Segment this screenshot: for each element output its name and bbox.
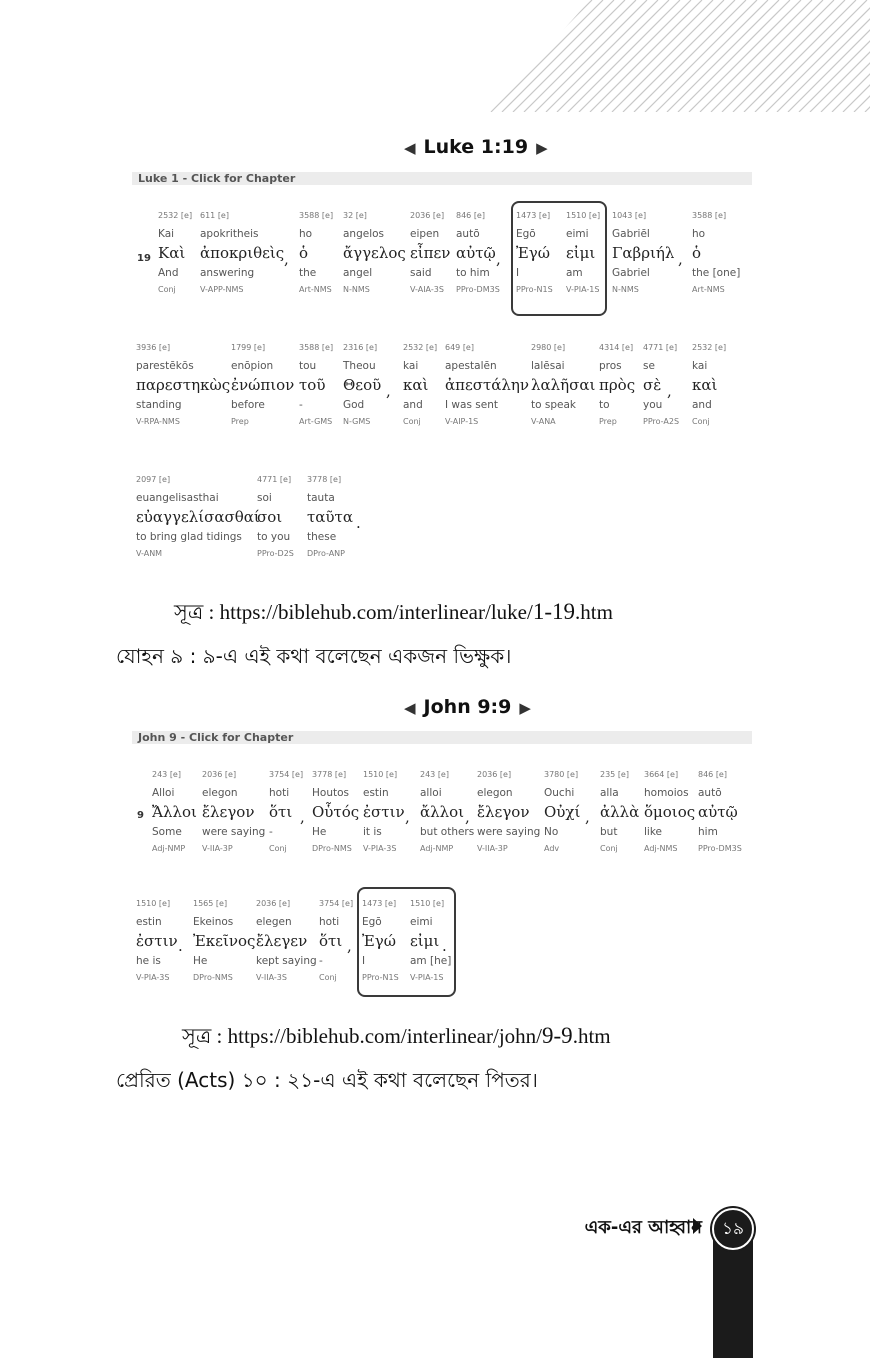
transliteration: autō: [698, 787, 722, 799]
greek-word: Ἐγώ: [362, 932, 396, 950]
comma-mark: ,: [300, 808, 305, 826]
luke-word: [445, 342, 529, 428]
john-source: [182, 1020, 611, 1055]
greek-word: ὅτι: [269, 803, 293, 821]
period-mark: .: [356, 514, 361, 532]
john-source-num: 9-9: [542, 1023, 573, 1048]
comma-mark: ,: [386, 382, 391, 400]
english-gloss: like: [644, 826, 663, 838]
john-title-text: John 9:9: [423, 696, 512, 718]
decorative-hatch: [0, 0, 870, 112]
strongs-number[interactable]: 4314 [e]: [599, 343, 634, 352]
greek-word: ἔλεγεν: [256, 932, 308, 950]
greek-word: εἰμι: [410, 932, 440, 950]
parsing-code[interactable]: Art-NMS: [692, 285, 725, 294]
luke-word: [612, 210, 674, 296]
luke-word: [299, 210, 333, 296]
strongs-number[interactable]: 3754 [e]: [269, 770, 304, 779]
transliteration: homoios: [644, 787, 689, 799]
transliteration: parestēkōs: [136, 360, 194, 372]
english-gloss: were saying: [202, 826, 266, 838]
parsing-code[interactable]: DPro-NMS: [312, 844, 352, 853]
strongs-number[interactable]: 846 [e]: [456, 211, 485, 220]
strongs-number[interactable]: 1799 [e]: [231, 343, 266, 352]
english-gloss: and: [403, 399, 423, 411]
transliteration: tauta: [307, 492, 335, 504]
parsing-code[interactable]: PPro-N1S: [516, 285, 553, 294]
john-word: [136, 898, 178, 984]
luke-word: [531, 342, 595, 428]
comma-mark: ,: [678, 250, 683, 268]
parsing-code[interactable]: N-NMS: [612, 285, 639, 294]
luke-word: [456, 210, 500, 296]
luke-source: [174, 596, 613, 631]
john-source-ext: .htm: [572, 1024, 611, 1048]
greek-word: εἰμι: [566, 244, 596, 262]
strongs-number[interactable]: 3588 [e]: [692, 211, 727, 220]
strongs-number[interactable]: 3778 [e]: [307, 475, 342, 484]
transliteration: Alloi: [152, 787, 175, 799]
luke-word: [599, 342, 635, 428]
greek-word: λαλῆσαι: [531, 376, 596, 394]
english-gloss: He: [312, 826, 327, 838]
transliteration: Theou: [343, 360, 376, 372]
parsing-code[interactable]: Conj: [403, 417, 421, 426]
period-mark: .: [178, 937, 183, 955]
greek-word: ἔλεγον: [477, 803, 530, 821]
greek-word: σοι: [257, 508, 283, 526]
english-gloss: the [one]: [692, 267, 741, 279]
luke-word: [343, 210, 406, 296]
strongs-number[interactable]: 243 [e]: [152, 770, 181, 779]
greek-word: ἐστιν: [136, 932, 178, 950]
greek-word: ἐστιν: [363, 803, 405, 821]
parsing-code[interactable]: N-GMS: [343, 417, 371, 426]
strongs-number[interactable]: 2036 [e]: [410, 211, 445, 220]
english-gloss: Some: [152, 826, 182, 838]
english-gloss: Gabriel: [612, 267, 650, 279]
luke-word: [200, 210, 284, 296]
strongs-number[interactable]: 2036 [e]: [202, 770, 237, 779]
luke-highlight-box: [511, 201, 607, 316]
parsing-code[interactable]: Conj: [600, 844, 618, 853]
parsing-code[interactable]: V-ANM: [136, 549, 163, 558]
transliteration: angelos: [343, 228, 385, 240]
bengali-line-2: প্রেরিত (Acts) ১০ : ২১-এ এই কথা বলেছেন পিতর।: [116, 1068, 538, 1092]
footer-book-title: এক-এর আহ্বান: [584, 1217, 702, 1238]
greek-word: Οὗτός: [312, 803, 360, 821]
john-word: [269, 769, 303, 855]
transliteration: lalēsai: [531, 360, 565, 372]
parsing-code[interactable]: N-NMS: [343, 285, 370, 294]
greek-word: ἀπεστάλην: [445, 376, 530, 394]
strongs-number[interactable]: 3588 [e]: [299, 211, 334, 220]
english-gloss: am [he]: [410, 955, 452, 967]
greek-word: Ἐκεῖνος: [193, 932, 256, 950]
parsing-code[interactable]: V-IIA-3P: [202, 844, 233, 853]
english-gloss: it is: [363, 826, 382, 838]
greek-word: ἀποκριθεὶς: [200, 244, 285, 262]
luke-word: [410, 210, 450, 296]
parsing-code[interactable]: Adj-NMP: [420, 844, 454, 853]
english-gloss: angel: [343, 267, 373, 279]
greek-word: Οὐχί: [544, 803, 581, 821]
transliteration: estin: [363, 787, 389, 799]
english-gloss: No: [544, 826, 559, 838]
luke-chapter-link[interactable]: Luke 1 - Click for Chapter: [132, 172, 752, 185]
greek-word: πρὸς: [599, 376, 636, 394]
english-gloss: but: [600, 826, 618, 838]
english-gloss: before: [231, 399, 265, 411]
transliteration: tou: [299, 360, 317, 372]
strongs-number[interactable]: 1565 [e]: [193, 899, 228, 908]
parsing-code[interactable]: V-AIA-3S: [410, 285, 444, 294]
transliteration: apokritheis: [200, 228, 259, 240]
greek-word: Γαβριήλ: [612, 244, 675, 262]
transliteration: eimi: [410, 916, 433, 928]
english-gloss: standing: [136, 399, 182, 411]
english-gloss: -: [269, 826, 273, 838]
parsing-code[interactable]: V-ANA: [531, 417, 556, 426]
luke-word: [299, 342, 333, 428]
transliteration: Egō: [516, 228, 536, 240]
comma-mark: ,: [465, 808, 470, 826]
greek-word: αὐτῷ: [698, 803, 738, 821]
parsing-code[interactable]: V-RPA-NMS: [136, 417, 180, 426]
english-gloss: he is: [136, 955, 161, 967]
strongs-number[interactable]: 3754 [e]: [319, 899, 354, 908]
strongs-number[interactable]: 1510 [e]: [410, 899, 445, 908]
english-gloss: these: [307, 531, 337, 543]
english-gloss: to speak: [531, 399, 576, 411]
transliteration: ho: [299, 228, 313, 240]
parsing-code[interactable]: PPro-N1S: [362, 973, 399, 982]
comma-mark: ,: [405, 808, 410, 826]
english-gloss: him: [698, 826, 718, 838]
luke-word: [403, 342, 437, 428]
john-word: [193, 898, 255, 984]
greek-word: ταῦτα: [307, 508, 353, 526]
greek-word: ἀλλὰ: [600, 803, 640, 821]
transliteration: eipen: [410, 228, 440, 240]
strongs-number[interactable]: 1473 [e]: [362, 899, 397, 908]
parsing-code[interactable]: V-PIA-3S: [136, 973, 170, 982]
strongs-number[interactable]: 1510 [e]: [363, 770, 398, 779]
transliteration: Gabriēl: [612, 228, 650, 240]
strongs-number[interactable]: 846 [e]: [698, 770, 727, 779]
parsing-code[interactable]: PPro-DM3S: [698, 844, 742, 853]
next-arrow-icon[interactable]: ▶: [536, 139, 548, 157]
parsing-code[interactable]: V-PIA-3S: [363, 844, 397, 853]
strongs-number[interactable]: 3936 [e]: [136, 343, 171, 352]
strongs-number[interactable]: 3588 [e]: [299, 343, 334, 352]
john-word: [477, 769, 540, 855]
transliteration: hoti: [269, 787, 290, 799]
strongs-number[interactable]: 4771 [e]: [643, 343, 678, 352]
john-word: [312, 769, 359, 855]
luke-title-text: Luke 1:19: [423, 136, 529, 158]
transliteration: elegon: [202, 787, 238, 799]
transliteration: kai: [403, 360, 419, 372]
greek-word: Ἐγώ: [516, 244, 550, 262]
luke-word: [231, 342, 294, 428]
comma-mark: ,: [496, 250, 501, 268]
parsing-code[interactable]: V-APP-NMS: [200, 285, 244, 294]
parsing-code[interactable]: V-AIP-1S: [445, 417, 479, 426]
comma-mark: ,: [284, 250, 289, 268]
transliteration: Ekeinos: [193, 916, 234, 928]
parsing-code[interactable]: Prep: [231, 417, 249, 426]
english-gloss: -: [319, 955, 323, 967]
luke-source-num: 1-19: [532, 599, 575, 624]
english-gloss: you: [643, 399, 663, 411]
parsing-code[interactable]: Conj: [319, 973, 337, 982]
parsing-code[interactable]: PPro-D2S: [257, 549, 294, 558]
greek-word: εὐαγγελίσασθαί: [136, 508, 260, 526]
strongs-number[interactable]: 4771 [e]: [257, 475, 292, 484]
transliteration: autō: [456, 228, 480, 240]
parsing-code[interactable]: Prep: [599, 417, 617, 426]
transliteration: soi: [257, 492, 272, 504]
greek-word: Ἄλλοι: [152, 803, 197, 821]
comma-mark: ,: [347, 937, 352, 955]
strongs-number[interactable]: 1510 [e]: [136, 899, 171, 908]
transliteration: alla: [600, 787, 619, 799]
english-gloss: said: [410, 267, 432, 279]
transliteration: Ouchi: [544, 787, 575, 799]
luke-verse-number: 19: [137, 253, 151, 264]
strongs-number[interactable]: 1510 [e]: [566, 211, 601, 220]
strongs-number[interactable]: 611 [e]: [200, 211, 229, 220]
john-chapter-link[interactable]: John 9 - Click for Chapter: [132, 731, 752, 744]
english-gloss: but others: [420, 826, 475, 838]
luke-word: [692, 342, 726, 428]
transliteration: elegen: [256, 916, 292, 928]
greek-word: ἄγγελος: [343, 244, 406, 262]
john-verse-number: 9: [137, 810, 144, 821]
english-gloss: were saying: [477, 826, 541, 838]
transliteration: se: [643, 360, 655, 372]
strongs-number[interactable]: 243 [e]: [420, 770, 449, 779]
greek-word: σὲ: [643, 376, 662, 394]
strongs-number[interactable]: 1473 [e]: [516, 211, 551, 220]
transliteration: Houtos: [312, 787, 349, 799]
english-gloss: to: [599, 399, 610, 411]
transliteration: Egō: [362, 916, 382, 928]
strongs-number[interactable]: 235 [e]: [600, 770, 629, 779]
english-gloss: And: [158, 267, 179, 279]
john-word: [256, 898, 317, 984]
transliteration: Kai: [158, 228, 175, 240]
greek-word: εἶπεν: [410, 244, 451, 262]
luke-source-url[interactable]: সূত্র : https://biblehub.com/interlinear/luke/: [174, 600, 533, 624]
parsing-code[interactable]: Adj-NMP: [152, 844, 186, 853]
strongs-number[interactable]: 1043 [e]: [612, 211, 647, 220]
luke-source-ext: .htm: [575, 600, 613, 624]
transliteration: enōpion: [231, 360, 274, 372]
john-word: [152, 769, 197, 855]
john-word: [202, 769, 265, 855]
english-gloss: God: [343, 399, 365, 411]
greek-word: ἄλλοι: [420, 803, 465, 821]
bengali-line-1: যোহন ৯ : ৯-এ এই কথা বলেছেন একজন ভিক্ষুক।: [116, 644, 512, 668]
english-gloss: I: [516, 267, 520, 279]
luke-word: [692, 210, 740, 296]
john-word: [644, 769, 695, 855]
english-gloss: I was sent: [445, 399, 498, 411]
greek-word: Καὶ: [158, 244, 186, 262]
luke-reference-title[interactable]: [396, 136, 556, 158]
greek-word: καὶ: [692, 376, 718, 394]
strongs-number[interactable]: 3778 [e]: [312, 770, 347, 779]
john-source-url[interactable]: সূত্র : https://biblehub.com/interlinear/john/: [182, 1024, 543, 1048]
transliteration: kai: [692, 360, 708, 372]
english-gloss: the: [299, 267, 317, 279]
parsing-code[interactable]: Art-NMS: [299, 285, 332, 294]
transliteration: ho: [692, 228, 706, 240]
parsing-code[interactable]: Conj: [692, 417, 710, 426]
transliteration: hoti: [319, 916, 340, 928]
luke-word: [307, 474, 353, 560]
page-number: ১৯: [712, 1208, 754, 1250]
english-gloss: I: [362, 955, 366, 967]
strongs-number[interactable]: 2532 [e]: [158, 211, 193, 220]
english-gloss: to you: [257, 531, 291, 543]
luke-word: [158, 210, 192, 296]
parsing-code[interactable]: PPro-DM3S: [456, 285, 500, 294]
luke-word: [257, 474, 294, 560]
greek-word: ἔλεγον: [202, 803, 255, 821]
john-word: [363, 769, 405, 855]
transliteration: pros: [599, 360, 622, 372]
transliteration: apestalēn: [445, 360, 497, 372]
strongs-number[interactable]: 2097 [e]: [136, 475, 171, 484]
prev-arrow-icon[interactable]: ◀: [404, 699, 416, 717]
period-mark: .: [442, 937, 447, 955]
next-arrow-icon[interactable]: ▶: [519, 699, 531, 717]
luke-word: [136, 474, 260, 560]
parsing-code[interactable]: V-PIA-1S: [410, 973, 444, 982]
john-word: [544, 769, 580, 855]
greek-word: ἐνώπιον: [231, 376, 295, 394]
strongs-number[interactable]: 2316 [e]: [343, 343, 378, 352]
strongs-number[interactable]: 2532 [e]: [403, 343, 438, 352]
greek-word: ὁ: [299, 244, 309, 262]
prev-arrow-icon[interactable]: ◀: [404, 139, 416, 157]
parsing-code[interactable]: PPro-A2S: [643, 417, 680, 426]
english-gloss: He: [193, 955, 208, 967]
strongs-number[interactable]: 649 [e]: [445, 343, 474, 352]
parsing-code[interactable]: V-IIA-3S: [256, 973, 287, 982]
parsing-code[interactable]: V-PIA-1S: [566, 285, 600, 294]
greek-word: ὅτι: [319, 932, 343, 950]
english-gloss: to him: [456, 267, 490, 279]
greek-word: καὶ: [403, 376, 429, 394]
parsing-code[interactable]: Art-GMS: [299, 417, 333, 426]
comma-mark: ,: [585, 808, 590, 826]
luke-word: [136, 342, 230, 428]
parsing-code[interactable]: Conj: [158, 285, 176, 294]
luke-word: [643, 342, 679, 428]
english-gloss: and: [692, 399, 712, 411]
comma-mark: ,: [667, 382, 672, 400]
strongs-number[interactable]: 2036 [e]: [477, 770, 512, 779]
english-gloss: to bring glad tidings: [136, 531, 242, 543]
parsing-code[interactable]: Conj: [269, 844, 287, 853]
greek-word: τοῦ: [299, 376, 326, 394]
parsing-code[interactable]: Adv: [544, 844, 560, 853]
john-highlight-box: [357, 887, 456, 997]
parsing-code[interactable]: DPro-ANP: [307, 549, 345, 558]
english-gloss: -: [299, 399, 303, 411]
greek-word: αὐτῷ: [456, 244, 496, 262]
english-gloss: kept saying: [256, 955, 317, 967]
greek-word: ὁ: [692, 244, 702, 262]
strongs-number[interactable]: 2532 [e]: [692, 343, 727, 352]
strongs-number[interactable]: 2980 [e]: [531, 343, 566, 352]
english-gloss: am: [566, 267, 583, 279]
strongs-number[interactable]: 3780 [e]: [544, 770, 579, 779]
transliteration: alloi: [420, 787, 442, 799]
strongs-number[interactable]: 2036 [e]: [256, 899, 291, 908]
greek-word: Θεοῦ: [343, 376, 382, 394]
john-word: [698, 769, 742, 855]
parsing-code[interactable]: V-IIA-3P: [477, 844, 508, 853]
parsing-code[interactable]: DPro-NMS: [193, 973, 233, 982]
greek-word: ὅμοιος: [644, 803, 696, 821]
english-gloss: answering: [200, 267, 255, 279]
transliteration: elegon: [477, 787, 513, 799]
transliteration: euangelisasthai: [136, 492, 219, 504]
parsing-code[interactable]: Adj-NMS: [644, 844, 678, 853]
transliteration: eimi: [566, 228, 589, 240]
transliteration: estin: [136, 916, 162, 928]
footer-triangle-icon: [693, 1218, 702, 1234]
strongs-number[interactable]: 32 [e]: [343, 211, 367, 220]
luke-word: [343, 342, 381, 428]
strongs-number[interactable]: 3664 [e]: [644, 770, 679, 779]
greek-word: παρεστηκὼς: [136, 376, 231, 394]
john-reference-title[interactable]: [396, 696, 539, 718]
john-word: [600, 769, 639, 855]
